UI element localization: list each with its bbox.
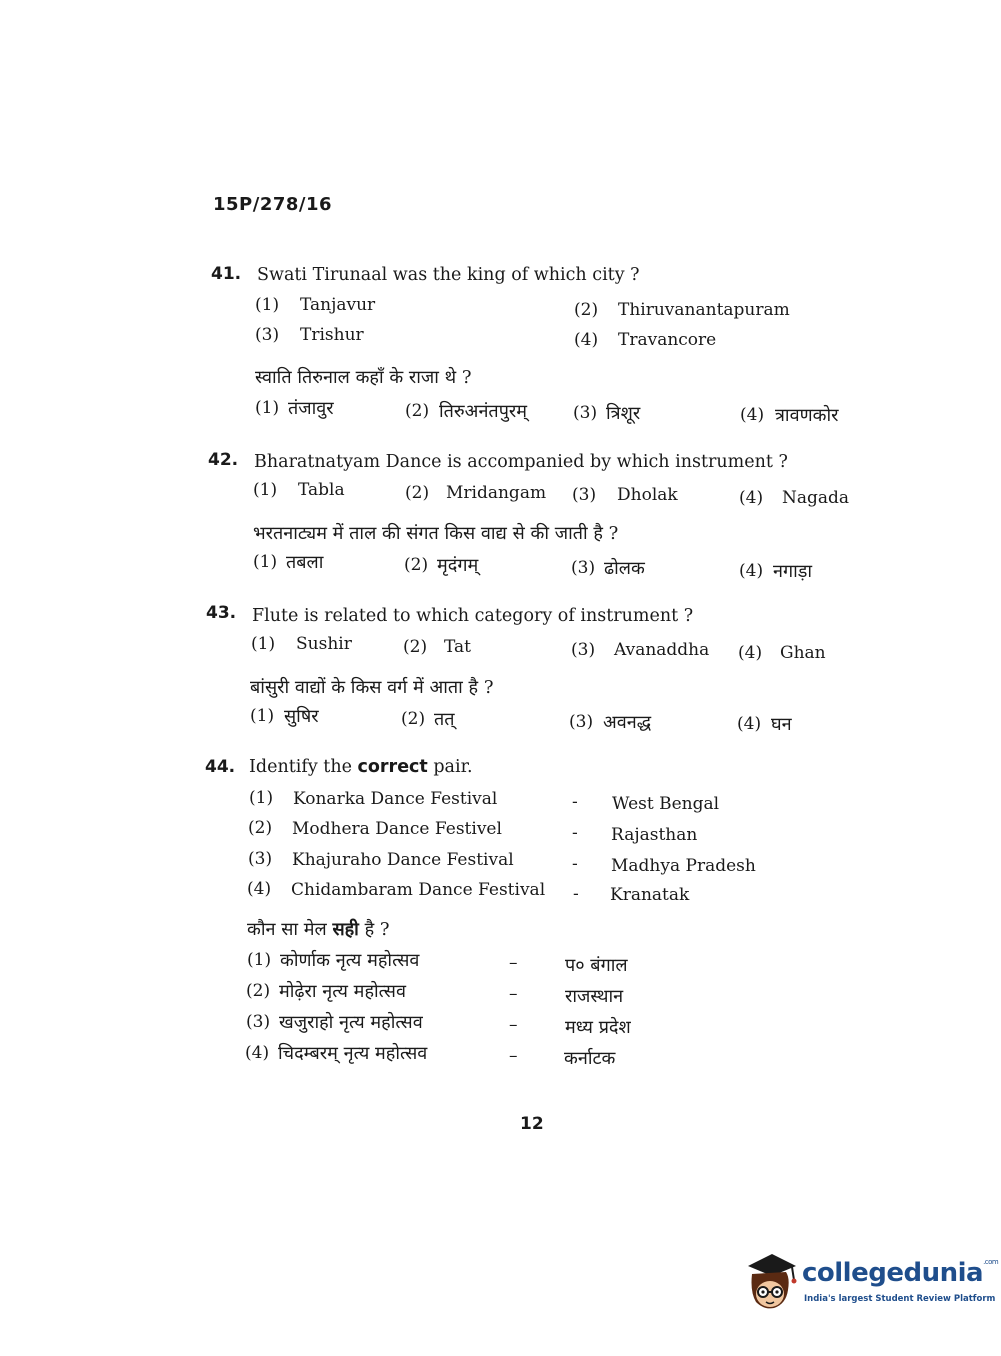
question-number: 44. xyxy=(205,757,236,777)
option-text: Tanjavur xyxy=(300,295,376,315)
option-text-hindi: घन xyxy=(771,714,792,735)
pair-festival: Modhera Dance Festivel xyxy=(292,819,502,839)
question-text: Flute is related to which category of instrument ? xyxy=(252,606,694,626)
option-text: Mridangam xyxy=(446,483,547,503)
pair-dash: - xyxy=(572,854,578,874)
option-text: Tat xyxy=(444,637,471,657)
paper-code: 15P/278/16 xyxy=(213,194,333,215)
option-number: (1) xyxy=(251,634,276,654)
pair-festival-hindi: मोढ़ेरा नृत्य महोत्सव xyxy=(279,981,406,1002)
pair-festival-hindi: चिदम्बरम् नृत्य महोत्सव xyxy=(278,1043,428,1064)
collegedunia-logo xyxy=(742,1252,999,1316)
pair-state: Kranatak xyxy=(610,885,690,905)
option-number: (3) xyxy=(255,325,280,345)
pair-number: (1) xyxy=(247,950,272,970)
question-text: Bharatnatyam Dance is accompanied by which instrument ? xyxy=(254,452,788,472)
option-number: (3) xyxy=(569,712,594,732)
option-text-hindi: तंजावुर xyxy=(288,398,334,419)
pair-state-hindi: राजस्थान xyxy=(565,986,624,1007)
option-text: Dholak xyxy=(617,485,678,505)
question-text-hindi: भरतनाट्यम में ताल की संगत किस वाद्य से की जाती है ? xyxy=(253,523,619,544)
option-text-hindi: तिरुअनंतपुरम् xyxy=(439,401,528,422)
option-text-hindi: ढोलक xyxy=(604,558,645,579)
option-number: (2) xyxy=(404,555,429,575)
page-number: 12 xyxy=(520,1114,544,1134)
option-number: (2) xyxy=(405,401,430,421)
pair-number: (2) xyxy=(246,981,271,1001)
option-text: Trishur xyxy=(300,325,364,345)
pair-number: (3) xyxy=(246,1012,271,1032)
option-number: (3) xyxy=(573,403,598,423)
question-text: Swati Tirunaal was the king of which city ? xyxy=(257,265,640,285)
pair-dash: – xyxy=(509,1046,518,1066)
option-number: (1) xyxy=(253,552,278,572)
option-number: (1) xyxy=(255,398,280,418)
option-number: (4) xyxy=(739,488,764,508)
option-text: Thiruvanantapuram xyxy=(618,300,790,320)
pair-state-hindi: मध्य प्रदेश xyxy=(565,1017,631,1038)
pair-state: West Bengal xyxy=(612,794,720,814)
pair-dash: – xyxy=(509,1015,518,1035)
option-number: (3) xyxy=(571,558,596,578)
option-number: (2) xyxy=(401,709,426,729)
pair-dash: - xyxy=(573,884,579,904)
option-number: (2) xyxy=(574,300,599,320)
pair-festival-hindi: खजुराहो नृत्य महोत्सव xyxy=(279,1012,423,1033)
option-number: (2) xyxy=(405,483,430,503)
option-text-hindi: त्रिशूर xyxy=(606,403,641,424)
pair-state: Madhya Pradesh xyxy=(611,856,756,876)
pair-festival: Konarka Dance Festival xyxy=(293,789,498,809)
pair-state-hindi: कर्नाटक xyxy=(564,1048,616,1069)
option-number: (3) xyxy=(572,485,597,505)
option-text-hindi: त्रावणकोर xyxy=(775,405,839,426)
option-number: (2) xyxy=(403,637,428,657)
option-number: (1) xyxy=(253,480,278,500)
question-text-hindi: बांसुरी वाद्यों के किस वर्ग में आता है ? xyxy=(250,677,494,698)
option-text: Travancore xyxy=(618,330,717,350)
option-number: (4) xyxy=(739,561,764,581)
option-text-hindi: अवनद्ध xyxy=(603,712,652,733)
option-text-hindi: नगाड़ा xyxy=(773,561,813,582)
pair-number: (2) xyxy=(248,818,273,838)
pair-state-hindi: प० बंगाल xyxy=(565,955,628,976)
brand-tagline: India's largest Student Review Platform xyxy=(804,1294,996,1304)
question-text-hindi: कौन सा मेल सही है ? xyxy=(247,919,390,940)
option-text: Tabla xyxy=(298,480,345,500)
pair-number: (1) xyxy=(249,788,274,808)
option-text-hindi: तबला xyxy=(286,552,324,573)
brand-name: collegedunia$^{.com}$ xyxy=(802,1258,999,1288)
question-number: 43. xyxy=(206,603,237,623)
pair-dash: - xyxy=(572,792,578,812)
question-number: 42. xyxy=(208,450,239,470)
pair-number: (4) xyxy=(245,1043,270,1063)
pair-festival: Khajuraho Dance Festival xyxy=(292,850,514,870)
pair-number: (4) xyxy=(247,879,272,899)
pair-state: Rajasthan xyxy=(611,825,698,845)
question-text-hindi: स्वाति तिरुनाल कहाँ के राजा थे ? xyxy=(255,367,472,388)
question-text: Identify the correct pair. xyxy=(249,757,473,777)
pair-festival-hindi: कोर्णाक नृत्य महोत्सव xyxy=(280,950,420,971)
option-text: Avanaddha xyxy=(614,640,710,660)
option-number: (3) xyxy=(571,640,596,660)
option-number: (4) xyxy=(574,330,599,350)
option-text: Sushir xyxy=(296,634,352,654)
pair-dash: – xyxy=(509,984,518,1004)
pair-festival: Chidambaram Dance Festival xyxy=(291,880,546,900)
question-number: 41. xyxy=(211,264,242,284)
pair-dash: - xyxy=(572,823,578,843)
option-number: (4) xyxy=(738,643,763,663)
option-number: (1) xyxy=(255,295,280,315)
option-number: (1) xyxy=(250,706,275,726)
pair-dash: – xyxy=(509,953,518,973)
option-text-hindi: मृदंगम् xyxy=(437,555,479,576)
option-text: Nagada xyxy=(782,488,850,508)
option-number: (4) xyxy=(740,405,765,425)
option-text: Ghan xyxy=(780,643,826,663)
mascot-icon xyxy=(742,1252,800,1314)
option-text-hindi: सुषिर xyxy=(284,706,319,727)
pair-number: (3) xyxy=(248,849,273,869)
option-text-hindi: तत् xyxy=(434,709,455,730)
option-number: (4) xyxy=(737,714,762,734)
